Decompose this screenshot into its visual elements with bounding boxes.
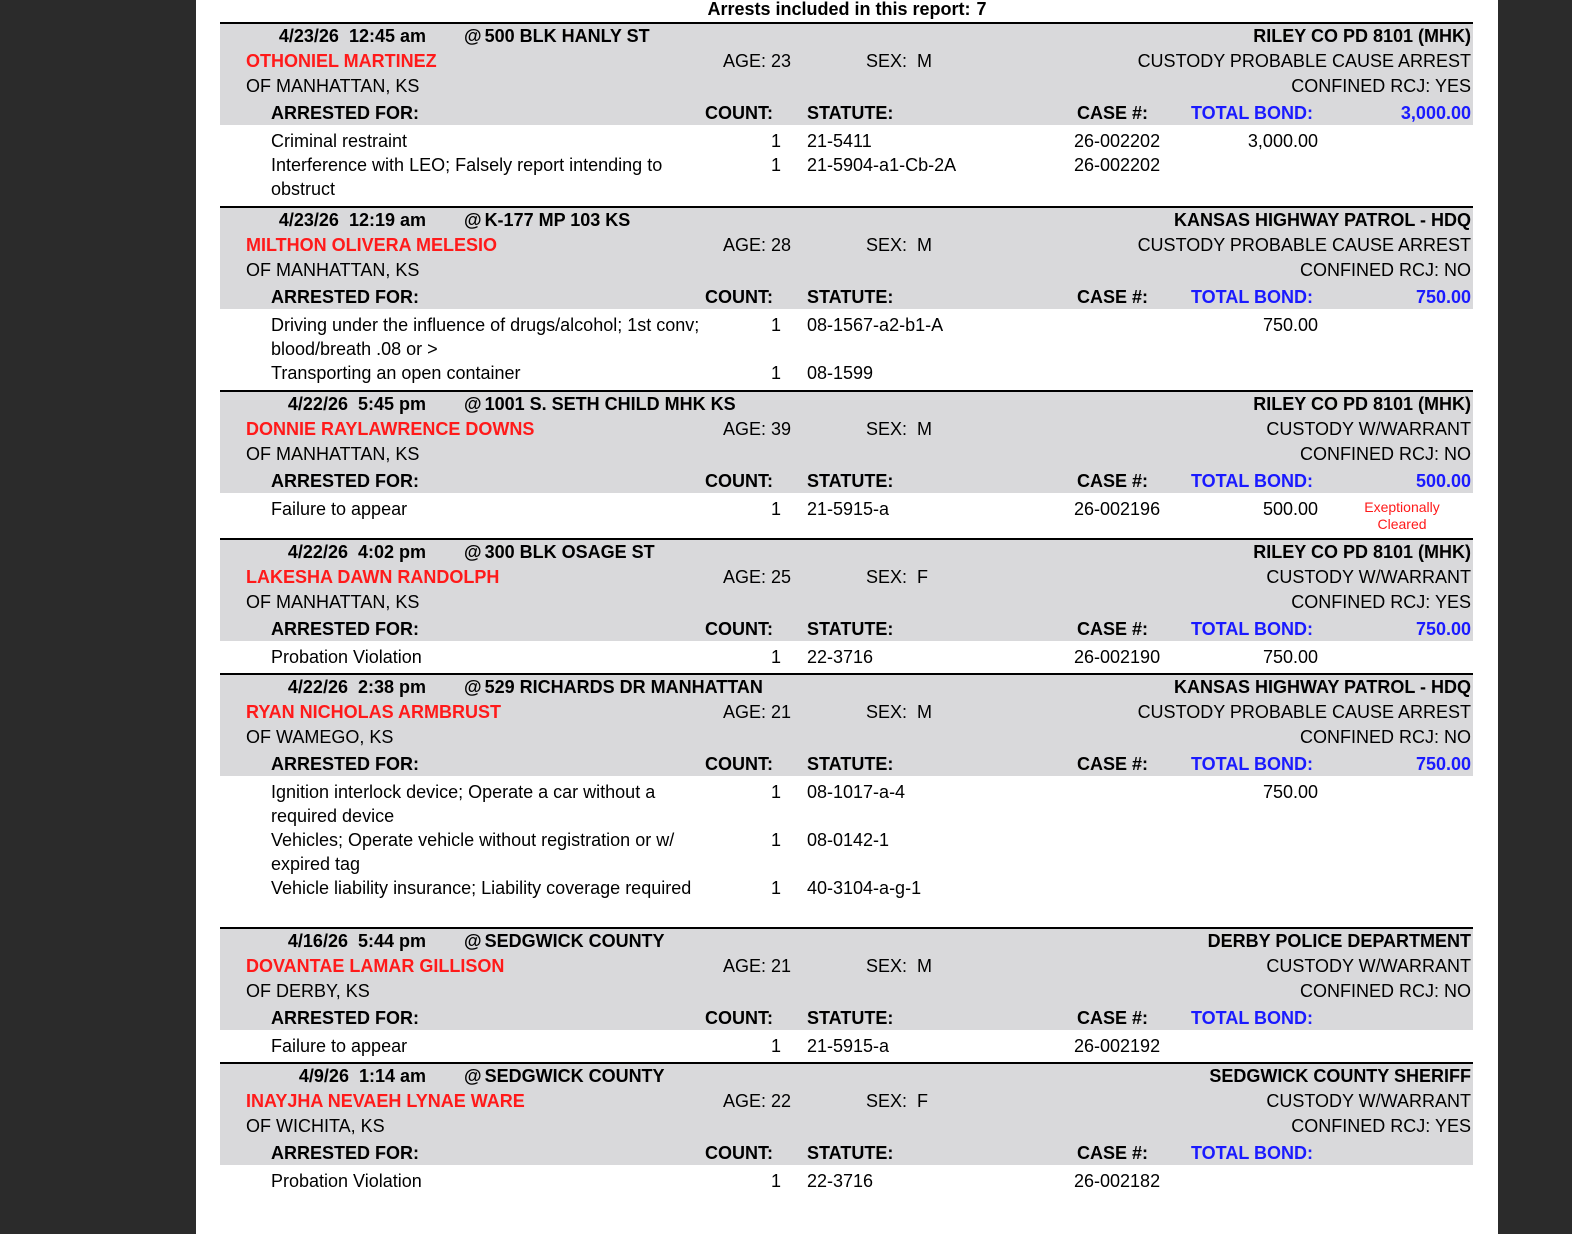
charge-statute: 21-5904-a1-Cb-2A [807,155,957,175]
charge-bond: 500.00 [1262,499,1318,519]
sex-label: SEX: [866,1091,908,1111]
count-header: COUNT: [705,1143,773,1163]
charge-count: 1 [770,782,781,802]
arrestee-sex [866,566,928,588]
arrestee-residence: OF WAMEGO, KS [246,727,394,747]
arrest-time: 2:38 pm [357,677,426,697]
arrest-location [464,25,650,47]
arrested-for-header: ARRESTED FOR: [271,1008,419,1028]
sex-value: M [917,702,933,722]
total-bond-value: 3,000.00 [1400,103,1471,123]
location-text: 500 BLK HANLY ST [484,26,650,46]
arrestee-sex [866,701,932,723]
arrest-record-header [220,540,1473,641]
arrested-for-header: ARRESTED FOR: [271,1143,419,1163]
total-bond-header: TOTAL BOND: [1191,1008,1313,1028]
arrestee-name: LAKESHA DAWN RANDOLPH [246,567,500,587]
sex-value: M [917,235,933,255]
custody-type: CUSTODY W/WARRANT [1266,956,1471,976]
age-value: 25 [771,567,792,587]
custody-type: CUSTODY PROBABLE CAUSE ARREST [1137,235,1471,255]
charge-row [220,1034,1473,1058]
sex-label: SEX: [866,51,908,71]
arrestee-name: DOVANTAE LAMAR GILLISON [246,956,505,976]
sex-value: M [917,51,933,71]
arrest-record-header [220,24,1473,125]
arrested-for-header: ARRESTED FOR: [271,287,419,307]
charge-description: Driving under the influence of drugs/alcohol; 1st conv; blood/breath .08 or > [271,315,700,359]
charge-list [220,776,1473,900]
charge-description: Failure to appear [271,499,408,519]
at-sign: @ [464,394,482,414]
charge-list [220,125,1473,201]
arrest-datetime [250,1065,426,1087]
confined-status: CONFINED RCJ: NO [1300,444,1471,464]
count-header: COUNT: [705,103,773,123]
charge-row [220,497,1473,532]
arrest-datetime [250,541,426,563]
arrestee-name: OTHONIEL MARTINEZ [246,51,437,71]
count-header: COUNT: [705,1008,773,1028]
charge-row [220,361,1473,385]
charge-list [220,309,1473,385]
charge-bond: 3,000.00 [1247,131,1318,151]
age-value: 21 [771,956,792,976]
at-sign: @ [464,677,482,697]
arrest-time: 12:19 am [348,210,426,230]
charge-count: 1 [770,155,781,175]
charge-row [220,876,1473,900]
statute-header: STATUTE: [807,1008,894,1028]
arrest-record-header [220,208,1473,309]
arrest-datetime [250,676,426,698]
count-header: COUNT: [705,619,773,639]
charge-row [220,129,1473,153]
charge-case-number: 26-002182 [1074,1171,1161,1191]
charge-statute: 08-1567-a2-b1-A [807,315,944,335]
arrest-date: 4/22/26 [287,542,348,562]
charge-list [220,493,1473,532]
arrest-time: 4:02 pm [357,542,426,562]
arrestee-name: RYAN NICHOLAS ARMBRUST [246,702,502,722]
arresting-agency: RILEY CO PD 8101 (MHK) [1253,394,1471,414]
total-bond-value: 750.00 [1415,287,1471,307]
charge-case-number: 26-002190 [1074,647,1161,667]
report-page [196,0,1498,1234]
location-text: SEDGWICK COUNTY [484,931,665,951]
total-bond-header: TOTAL BOND: [1191,103,1313,123]
arrest-record-header [220,392,1473,493]
total-bond-value: 500.00 [1415,471,1471,491]
charge-count: 1 [770,499,781,519]
confined-status: CONFINED RCJ: YES [1291,1116,1471,1136]
case-header: CASE #: [1077,287,1149,307]
age-label: AGE: [723,419,767,439]
charge-statute: 40-3104-a-g-1 [807,878,922,898]
age-label: AGE: [723,567,767,587]
charge-statute: 08-0142-1 [807,830,890,850]
arrestee-residence: OF MANHATTAN, KS [246,260,420,280]
arrest-record [220,673,1473,900]
charge-count: 1 [770,830,781,850]
charge-description: Criminal restraint [271,131,408,151]
arrestee-age [723,1090,791,1112]
arrest-location [464,209,630,231]
location-text: K-177 MP 103 KS [484,210,631,230]
arresting-agency: RILEY CO PD 8101 (MHK) [1253,542,1471,562]
charge-count: 1 [770,363,781,383]
arrested-for-header: ARRESTED FOR: [271,103,419,123]
at-sign: @ [464,542,482,562]
arrest-date: 4/22/26 [287,677,348,697]
at-sign: @ [464,210,482,230]
charge-list [220,1165,1473,1193]
sex-value: F [917,1091,929,1111]
arrestee-age [723,955,791,977]
sex-value: M [917,956,933,976]
count-header: COUNT: [705,471,773,491]
charge-count: 1 [770,131,781,151]
arrest-count: 7 [976,0,987,19]
arresting-agency: KANSAS HIGHWAY PATROL - HDQ [1173,677,1471,697]
charge-statute: 21-5915-a [807,499,890,519]
arrest-record-header [220,1064,1473,1165]
location-text: SEDGWICK COUNTY [484,1066,665,1086]
charge-count: 1 [770,1171,781,1191]
charge-list [220,1030,1473,1058]
arrestee-sex [866,234,932,256]
arrest-record [220,927,1473,1058]
arrestee-sex [866,955,932,977]
statute-header: STATUTE: [807,1143,894,1163]
statute-header: STATUTE: [807,471,894,491]
total-bond-header: TOTAL BOND: [1191,754,1313,774]
charge-case-number: 26-002192 [1074,1036,1161,1056]
case-header: CASE #: [1077,1143,1149,1163]
at-sign: @ [464,26,482,46]
count-header: COUNT: [705,287,773,307]
sex-label: SEX: [866,702,908,722]
location-text: 300 BLK OSAGE ST [484,542,655,562]
arrestee-sex [866,1090,928,1112]
statute-header: STATUTE: [807,287,894,307]
charge-case-number: 26-002202 [1074,131,1161,151]
age-label: AGE: [723,51,767,71]
arrest-location [464,930,665,952]
count-header: COUNT: [705,754,773,774]
arrest-date: 4/16/26 [287,931,348,951]
charge-statute: 08-1017-a-4 [807,782,906,802]
arrestee-name: MILTHON OLIVERA MELESIO [246,235,497,255]
total-bond-header: TOTAL BOND: [1191,619,1313,639]
case-header: CASE #: [1077,1008,1149,1028]
age-value: 23 [771,51,792,71]
arrest-location [464,541,655,563]
confined-status: CONFINED RCJ: NO [1300,260,1471,280]
total-bond-value: 750.00 [1415,754,1471,774]
case-header: CASE #: [1077,471,1149,491]
confined-status: CONFINED RCJ: YES [1291,76,1471,96]
charge-row [220,645,1473,669]
age-value: 28 [771,235,792,255]
at-sign: @ [464,1066,482,1086]
case-header: CASE #: [1077,754,1149,774]
charge-description: Interference with LEO; Falsely report intending to obstruct [271,155,663,199]
arrested-for-header: ARRESTED FOR: [271,619,419,639]
charge-row [220,153,1473,201]
charge-statute: 08-1599 [807,363,874,383]
charge-list [220,641,1473,669]
arrestee-residence: OF MANHATTAN, KS [246,76,420,96]
charge-bond: 750.00 [1262,782,1318,802]
arresting-agency: KANSAS HIGHWAY PATROL - HDQ [1173,210,1471,230]
confined-status: CONFINED RCJ: NO [1300,981,1471,1001]
arrestee-sex [866,50,932,72]
arrest-location [464,676,763,698]
arrest-date: 4/22/26 [287,394,348,414]
arrestee-residence: OF MANHATTAN, KS [246,444,420,464]
arrest-datetime [250,393,426,415]
age-label: AGE: [723,956,767,976]
arresting-agency: RILEY CO PD 8101 (MHK) [1253,26,1471,46]
report-header [196,0,1498,20]
total-bond-header: TOTAL BOND: [1191,471,1313,491]
arrest-datetime [250,930,426,952]
custody-type: CUSTODY W/WARRANT [1266,419,1471,439]
arrest-time: 1:14 am [358,1066,426,1086]
arrest-date: 4/9/26 [298,1066,349,1086]
sex-label: SEX: [866,956,908,976]
arrest-datetime [250,25,426,47]
charge-count: 1 [770,315,781,335]
arrest-record-header [220,929,1473,1030]
arresting-agency: SEDGWICK COUNTY SHERIFF [1209,1066,1471,1086]
charge-description: Ignition interlock device; Operate a car without a required device [271,782,656,826]
sex-label: SEX: [866,567,908,587]
custody-type: CUSTODY W/WARRANT [1266,1091,1471,1111]
report-header-label: Arrests included in this report: [707,0,971,19]
statute-header: STATUTE: [807,619,894,639]
arrestee-age [723,234,791,256]
charge-description: Failure to appear [271,1036,408,1056]
arrestee-residence: OF DERBY, KS [246,981,370,1001]
arrest-time: 5:44 pm [357,931,426,951]
sex-value: F [917,567,929,587]
charge-description: Vehicles; Operate vehicle without registration or w/ expired tag [271,830,675,874]
arrest-record [220,390,1473,532]
charge-row [220,1169,1473,1193]
arrestee-residence: OF WICHITA, KS [246,1116,385,1136]
at-sign: @ [464,931,482,951]
arrest-record [220,206,1473,385]
arrest-location [464,393,736,415]
custody-type: CUSTODY PROBABLE CAUSE ARREST [1137,702,1471,722]
charge-description: Vehicle liability insurance; Liability coverage required [271,878,692,898]
arrest-record-header [220,675,1473,776]
charge-statute: 22-3716 [807,647,874,667]
charge-row [220,780,1473,828]
custody-type: CUSTODY PROBABLE CAUSE ARREST [1137,51,1471,71]
arrestee-age [723,50,791,72]
arrest-record [220,1062,1473,1193]
arrested-for-header: ARRESTED FOR: [271,471,419,491]
total-bond-header: TOTAL BOND: [1191,287,1313,307]
sex-value: M [917,419,933,439]
charge-row [220,313,1473,361]
statute-header: STATUTE: [807,103,894,123]
charge-note: Exeptionally Cleared [1364,499,1440,532]
arrest-location [464,1065,665,1087]
charge-count: 1 [770,647,781,667]
arrestee-name: DONNIE RAYLAWRENCE DOWNS [246,419,535,439]
case-header: CASE #: [1077,103,1149,123]
arrest-time: 5:45 pm [357,394,426,414]
age-value: 39 [771,419,792,439]
charge-statute: 21-5915-a [807,1036,890,1056]
arresting-agency: DERBY POLICE DEPARTMENT [1207,931,1471,951]
charge-row [220,828,1473,876]
charge-count: 1 [770,878,781,898]
total-bond-value: 750.00 [1415,619,1471,639]
arrestee-age [723,418,791,440]
charge-statute: 22-3716 [807,1171,874,1191]
arrestee-sex [866,418,932,440]
charge-count: 1 [770,1036,781,1056]
charge-description: Probation Violation [271,1171,422,1191]
arrestee-age [723,701,791,723]
age-label: AGE: [723,235,767,255]
confined-status: CONFINED RCJ: NO [1300,727,1471,747]
age-label: AGE: [723,1091,767,1111]
total-bond-header: TOTAL BOND: [1191,1143,1313,1163]
arrest-record [220,538,1473,669]
charge-description: Transporting an open container [271,363,521,383]
confined-status: CONFINED RCJ: YES [1291,592,1471,612]
age-label: AGE: [723,702,767,722]
charge-bond: 750.00 [1262,315,1318,335]
case-header: CASE #: [1077,619,1149,639]
arrestee-residence: OF MANHATTAN, KS [246,592,420,612]
charge-statute: 21-5411 [807,131,872,151]
arrested-for-header: ARRESTED FOR: [271,754,419,774]
arrestee-age [723,566,791,588]
sex-label: SEX: [866,419,908,439]
statute-header: STATUTE: [807,754,894,774]
arrest-time: 12:45 am [348,26,426,46]
age-value: 22 [771,1091,792,1111]
arrest-datetime [250,209,426,231]
location-text: 529 RICHARDS DR MANHATTAN [484,677,763,697]
arrest-record [220,22,1473,201]
arrestee-name: INAYJHA NEVAEH LYNAE WARE [246,1091,525,1111]
charge-case-number: 26-002202 [1074,155,1161,175]
charge-description: Probation Violation [271,647,422,667]
age-value: 21 [771,702,792,722]
arrest-date: 4/23/26 [278,26,339,46]
location-text: 1001 S. SETH CHILD MHK KS [484,394,736,414]
sex-label: SEX: [866,235,908,255]
charge-case-number: 26-002196 [1074,499,1161,519]
charge-bond: 750.00 [1262,647,1318,667]
arrest-date: 4/23/26 [278,210,339,230]
custody-type: CUSTODY W/WARRANT [1266,567,1471,587]
